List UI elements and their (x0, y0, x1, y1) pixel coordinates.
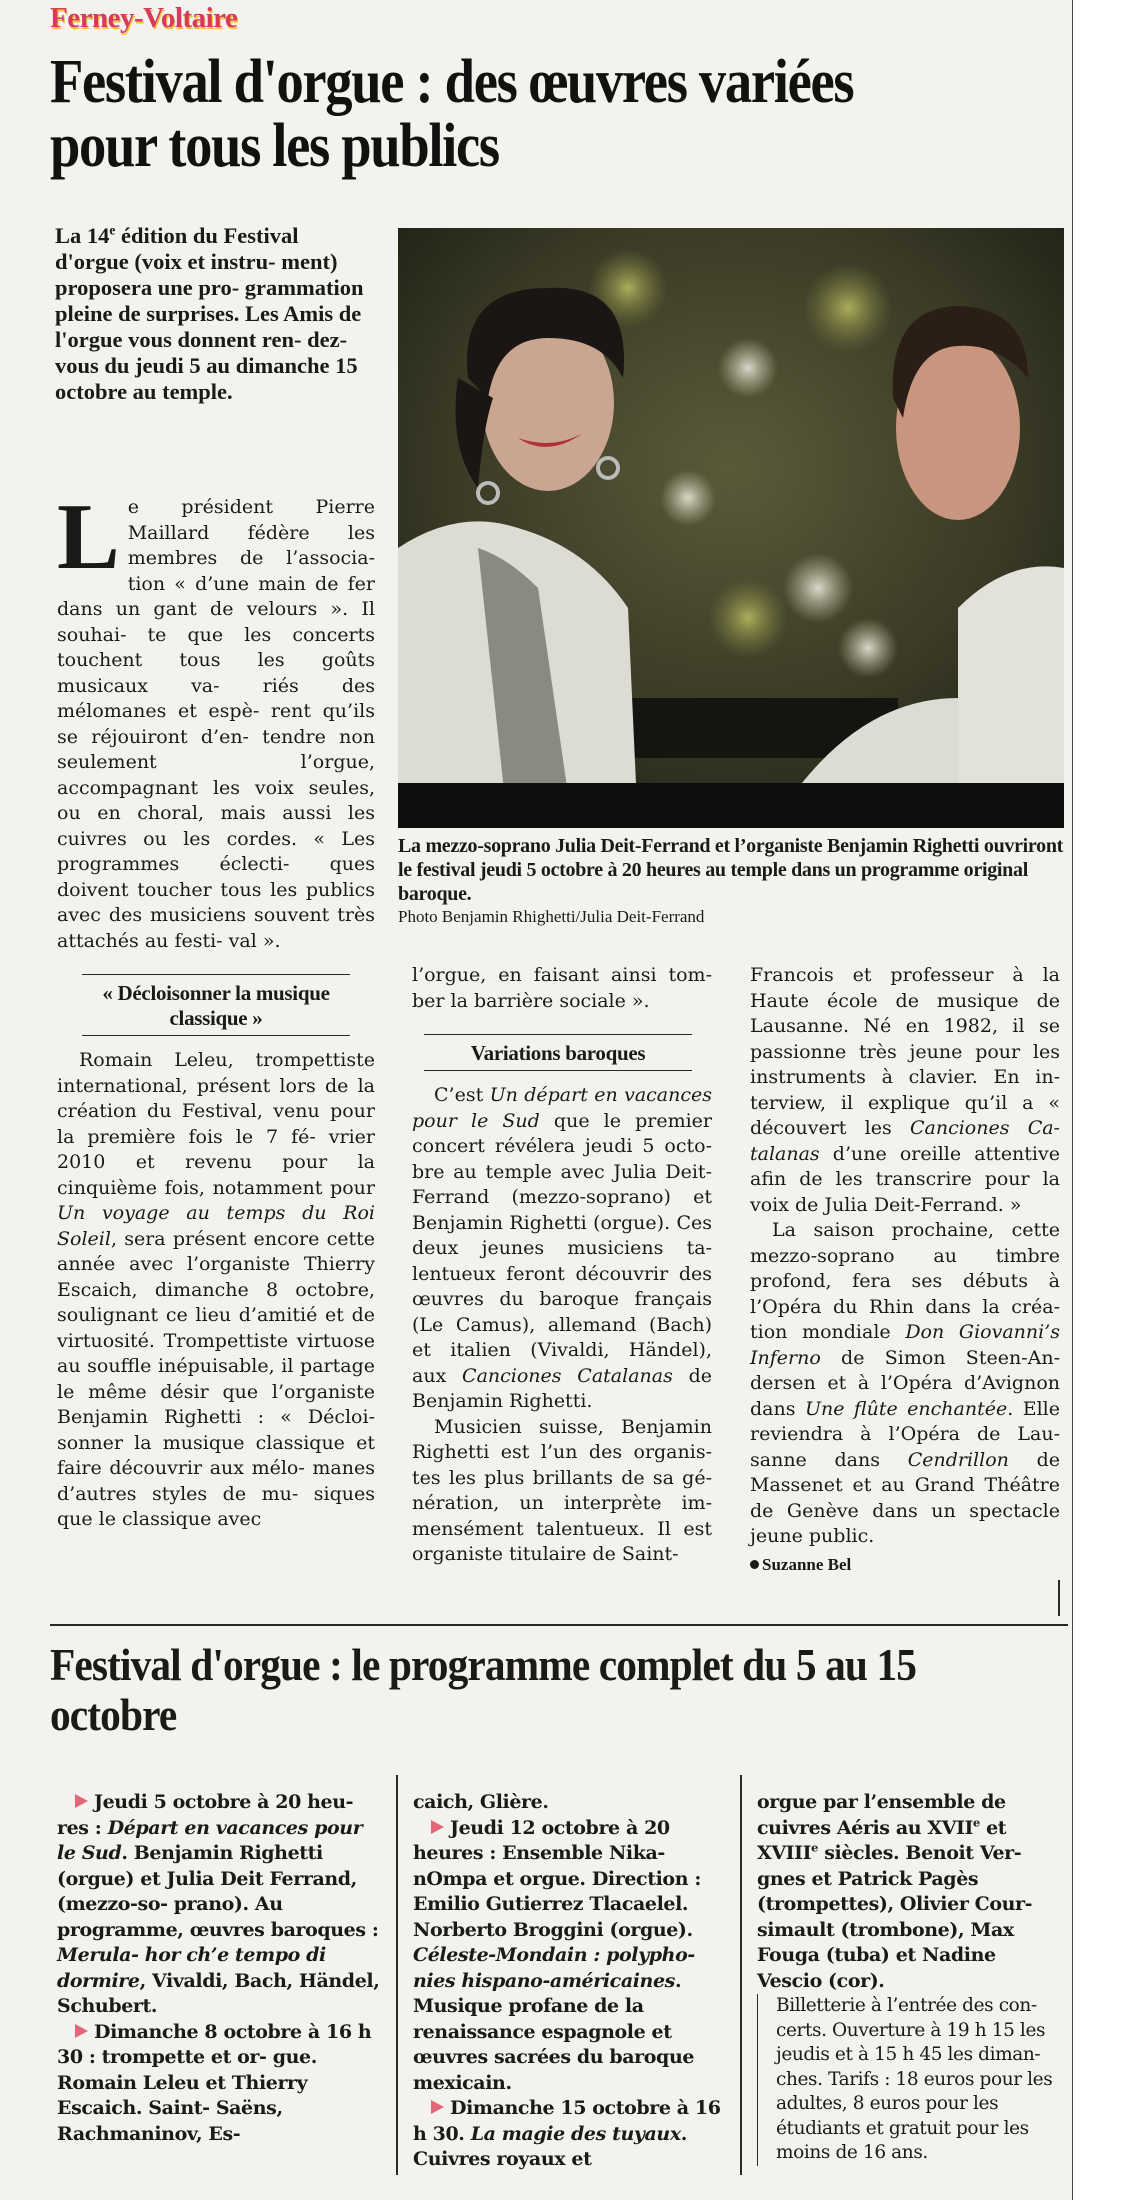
event-continued: caich, Glière. (413, 1791, 549, 1813)
text-run: d’une oreille attentive afin de les transcrire pour la voix de Julia Deit-Ferrand. » (750, 1142, 1060, 1216)
triangle-bullet-icon (431, 1820, 444, 1834)
standfirst-sup: e (109, 222, 116, 238)
column-rule (396, 1775, 398, 2175)
text-run: de Simon Steen-An- dersen et à l’Opéra d’Avignon dans (750, 1346, 1060, 1420)
section-divider (50, 1624, 1068, 1626)
article-column-3 (750, 963, 1060, 1577)
text-run: . Benjamin Righetti (orgue) et Julia Deit Ferrand, (mezzo-so- prano). Au programme, œuvres baroques : (57, 1842, 379, 1941)
bullet-dot-icon (750, 1560, 759, 1569)
italic-title: Un départ en vacances pour le Sud (412, 1084, 712, 1132)
paragraph-depart (412, 1083, 712, 1415)
text-run: orgue par l’ensemble de cuivres Aéris au XVII (757, 1791, 1006, 1839)
text-run: . Elle reviendra à l’Opéra de Lau- sanne dans (750, 1397, 1060, 1471)
triangle-bullet-icon (431, 2100, 444, 2114)
text-run: . Cuivres royaux et (413, 2122, 687, 2170)
photo-caption: La mezzo-soprano Julia Deit-Ferrand et l’organiste Benjamin Righetti ouvriront le festival jeudi 5 octobre à 20 heures au temple dans un programme original baroque. (398, 835, 1064, 905)
paragraph-continued: l’orgue, en faisant ainsi tom- ber la barrière sociale ». (412, 964, 712, 1012)
text-run: Francois et professeur à la Haute école de musique de Lausanne. Né en 1982, il se passionne très jeune pour les instruments à clavier. En in- terview, il explique qu’il a « découvert les (750, 964, 1060, 1139)
ticketing-info: Billetterie à l’entrée des con- certs. Ouverture à 19 h 15 les jeudis et à 15 h 45 les diman- ches. Tarifs : 18 euros pour les adultes, 8 euros pour les étudiants et gratuit pour les moins de 16 ans. (757, 1994, 1059, 2166)
programme-column-2 (413, 1790, 735, 2173)
superscript: e (973, 1815, 980, 1830)
italic-title: Don Giovanni’s Inferno (750, 1321, 1061, 1369)
text-run: Jeudi 12 octobre à 20 heures : Ensemble Nika- nOmpa et orgue. Direction : Emilio Gutierrez Tlacaelel. Norberto Broggini (orgue). (413, 1816, 701, 1941)
standfirst-post: édition du Festival d'orgue (voix et instru- ment) proposera une pro- grammation pleine de surprises. Les Amis de l'orgue vous donnent ren- dez-vous du jeudi 5 au dimanche 15 octobre au temple. (55, 223, 364, 404)
text-run: siècles. Benoit Ver- gnes et Patrick Pagès (trompettes), Olivier Cour- simault (trombone), Max Fouga (tuba) et Nadine Vescio (cor). (757, 1842, 1033, 1992)
intro-paragraph (57, 485, 375, 954)
drop-cap: L (57, 485, 120, 589)
text-run: Romain Leleu, trompettiste international, présent lors de la création du Festival, venu pour la première fois le 7 fé- vrier 2010 et revenu pour la cinquième fois, notamment pour (57, 1049, 375, 1199)
photo-credit: Photo Benjamin Rhighetti/Julia Deit-Ferrand (398, 907, 705, 926)
author-name: Suzanne Bel (762, 1554, 852, 1574)
subhead-decloisonner: « Décloisonner la musique classique » (82, 974, 350, 1036)
paragraph-righetti: Musicien suisse, Benjamin Righetti est l’un des organis- tes les plus brillants de sa gé- nération, un interprète im- mensément talentueux. Il est organiste titulaire de Saint- (412, 1415, 712, 1565)
text-run: , Vivaldi, Bach, Händel, Schubert. (57, 1969, 380, 2017)
column-rule (740, 1775, 742, 2175)
text-run: de Massenet et au Grand Théâtre de Genève dans un spectacle jeune public. (750, 1448, 1060, 1547)
paragraph-leleu (57, 1048, 375, 1533)
italic-title: Céleste-Mondain : polypho- nies hispano-américaines (413, 1944, 695, 1992)
text-run: Dimanche 8 octobre à 16 h 30 : trompette et or- gue. Romain Leleu et Thierry Escaich. Saint- Saëns, Rachmaninov, Es- (57, 2020, 372, 2145)
text-run: C’est (434, 1084, 490, 1106)
text-run: que le premier concert révélera jeudi 5 octo- bre au temple avec Julia Deit- Ferrand (mezzo-soprano) et Benjamin Righetti (orgue). Ces deux jeunes musiciens ta- lentueux feront découvrir des œuvres du baroque français (Le Camus), allemand (Bach) et italien (Vivaldi, Händel), aux (412, 1109, 712, 1387)
text-run: . Musique profane de la renaissance espagnole et œuvres sacrées du baroque mexicain. (413, 1969, 695, 2094)
column-rule (1058, 1580, 1060, 1616)
paragraph-righetti-cont (750, 963, 1060, 1218)
paragraph-saison (750, 1218, 1060, 1550)
text-run: La saison prochaine, cette mezzo-soprano au timbre profond, fera ses débuts à l’Opéra du Rhin dans la créa- tion mondiale (750, 1219, 1060, 1343)
event-continued (757, 1790, 1059, 1994)
event-item (413, 1816, 735, 2097)
triangle-bullet-icon (75, 2024, 88, 2038)
subhead-variations: Variations baroques (424, 1034, 692, 1071)
page-margin (1072, 0, 1134, 2200)
text-run: Dimanche 15 octobre à 16 h 30. (413, 2097, 721, 2145)
italic-title: Merula- hor ch’e tempo di dormire (57, 1944, 326, 1992)
italic-title: Départ en vacances pour le Sud (57, 1816, 363, 1864)
article-column-2 (412, 963, 712, 1568)
text-run: de Benjamin Righetti. (412, 1364, 713, 1412)
event-item (413, 2096, 735, 2173)
italic-title: Une flûte enchantée (804, 1397, 1008, 1420)
photo-caption-block (398, 834, 1068, 928)
standfirst-pre: La 14 (55, 223, 110, 248)
photo-illustration (398, 228, 1064, 828)
event-item (57, 2020, 387, 2148)
programme-column-1 (57, 1790, 387, 2147)
text-run: et XVIII (757, 1816, 1007, 1864)
programme-headline: Festival d'orgue : le programme complet du 5 au 15 octobre (50, 1639, 917, 1740)
italic-title: Cendrillon (907, 1448, 1009, 1471)
programme-column-3 (757, 1790, 1059, 2166)
italic-title: Un voyage au temps du Roi Soleil (57, 1202, 375, 1250)
author-byline (750, 1552, 1060, 1578)
article-photo (398, 228, 1064, 828)
italic-title: La magie des tuyaux (470, 2122, 681, 2145)
event-item (57, 1790, 387, 2020)
intro-text: e président Pierre Maillard fédère les membres de l’associa- tion « d’une main de fer dans un gant de velours ». Il souhai- te que les concerts touchent tous les goûts musicaux va- riés des mélomanes et espè- rent qu’ils se réjouiront d’en- tendre non seulement l’orgue, accompagnant les voix seules, ou en choral, mais aussi les cuivres ou les cordes. « Les programmes éclecti- ques doivent toucher tous les publics avec des musiciens souvent très attachés au festi- val ». (57, 496, 375, 952)
article-column-1 (57, 485, 375, 1533)
text-run: Jeudi 5 octobre à 20 heu- res : (57, 1791, 354, 1839)
section-kicker: Ferney-Voltaire (50, 2, 238, 34)
article-standfirst (55, 223, 370, 405)
text-run: , sera présent encore cette année avec l’organiste Thierry Escaich, dimanche 8 octobre, soulignant ce lieu d’amitié et de virtuosité. Trompettiste virtuose au souffle inépuisable, il partage le même désir que l’organiste Benjamin Righetti : « Décloi- sonner la musique classique et faire découvrir aux mélo- manes d’autres styles de mu- siques que le classique avec (57, 1227, 375, 1530)
superscript: e (811, 1840, 819, 1855)
italic-title: Canciones Catalanas (462, 1364, 673, 1387)
italic-title: Canciones Ca- talanas (750, 1117, 1060, 1165)
triangle-bullet-icon (75, 1794, 88, 1808)
article-headline: Festival d'orgue : des œuvres variées pour tous les publics (50, 48, 854, 180)
